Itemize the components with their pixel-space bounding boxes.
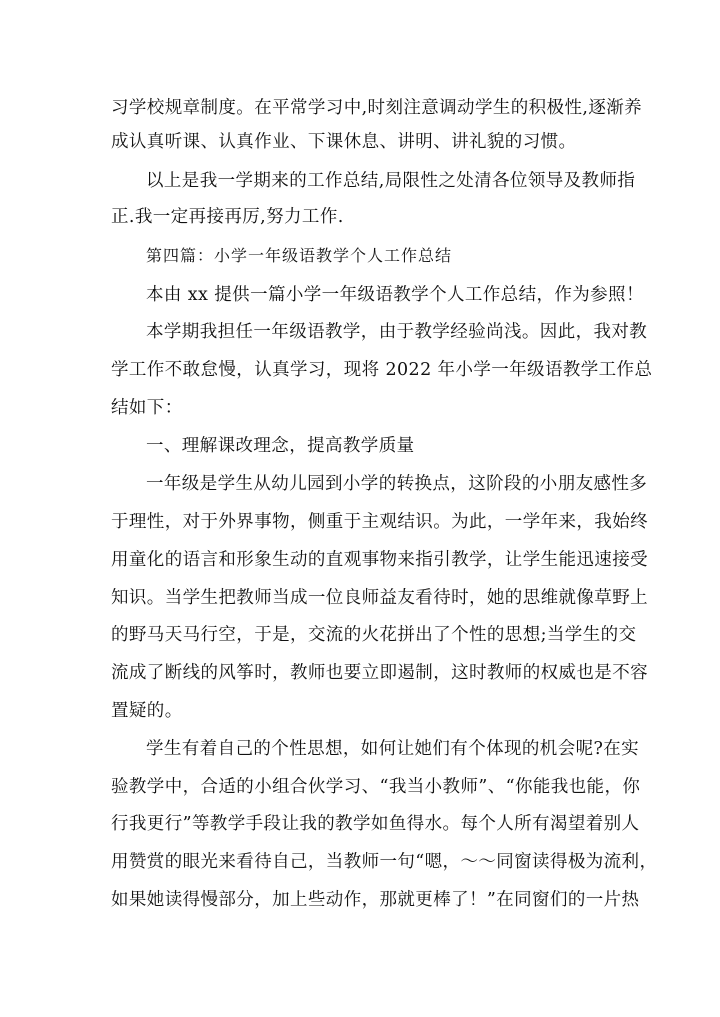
paragraph-line: 验教学中，合适的小组合伙学习、“我当小教师”、“你能我也能，你 — [111, 777, 641, 797]
paragraph-line: 习学校规章制度。在平常学习中,时刻注意调动学生的积极性,逐渐养 — [111, 98, 643, 118]
paragraph-line: 行我更行”等教学手段让我的教学如鱼得水。每个人所有渴望着别人 — [111, 814, 640, 834]
paragraph-line: 于理性，对于外界事物，侧重于主观结识。为此，一学年来，我始终 — [111, 512, 648, 532]
paragraph-line: 正.我一定再接再厉,努力工作. — [111, 207, 344, 227]
paragraph-line: 流成了断线的风筝时，教师也要立即遏制，这时教师的权威也是不容 — [111, 663, 648, 683]
section-heading: 第四篇：小学一年级语教学个人工作总结 — [146, 246, 453, 265]
paragraph-line: 用赞赏的眼光来看待自己，当教师一句“嗯，～～同窗读得极为流利， — [111, 852, 658, 872]
paragraph-line: 置疑的。 — [111, 701, 183, 721]
paragraph-line: 如果她读得慢部分，加上些动作，那就更棒了！”在同窗们的一片热 — [111, 890, 640, 910]
paragraph-line: 本由 xx 提供一篇小学一年级语教学个人工作总结，作为参照！ — [146, 285, 644, 305]
section-heading: 一、理解课改理念，提高教学质量 — [146, 436, 415, 456]
paragraph-line: 学生有着自己的个性思想，如何让她们有个体现的机会呢?在实 — [146, 739, 640, 759]
paragraph-line: 结如下： — [111, 398, 183, 418]
paragraph-line: 学工作不敢怠慢，认真学习，现将 2022 年小学一年级语教学工作总 — [111, 360, 653, 380]
paragraph-line: 知识。当学生把教师当成一位良师益友看待时，她的思维就像草野上 — [111, 588, 648, 608]
paragraph-line: 以上是我一学期来的工作总结,局限性之处清各位领导及教师指 — [146, 171, 636, 191]
paragraph-line: 成认真听课、认真作业、下课休息、讲明、讲礼貌的习惯。 — [111, 132, 577, 152]
paragraph-line: 用童化的语言和形象生动的直观事物来指引教学，让学生能迅速接受 — [111, 550, 648, 570]
paragraph-line: 的野马天马行空，于是，交流的火花拼出了个性的思想;当学生的交 — [111, 625, 637, 645]
paragraph-line: 本学期我担任一年级语教学，由于教学经验尚浅。因此，我对教 — [146, 322, 648, 342]
paragraph-line: 一年级是学生从幼儿园到小学的转换点，这阶段的小朋友感性多 — [146, 474, 648, 494]
